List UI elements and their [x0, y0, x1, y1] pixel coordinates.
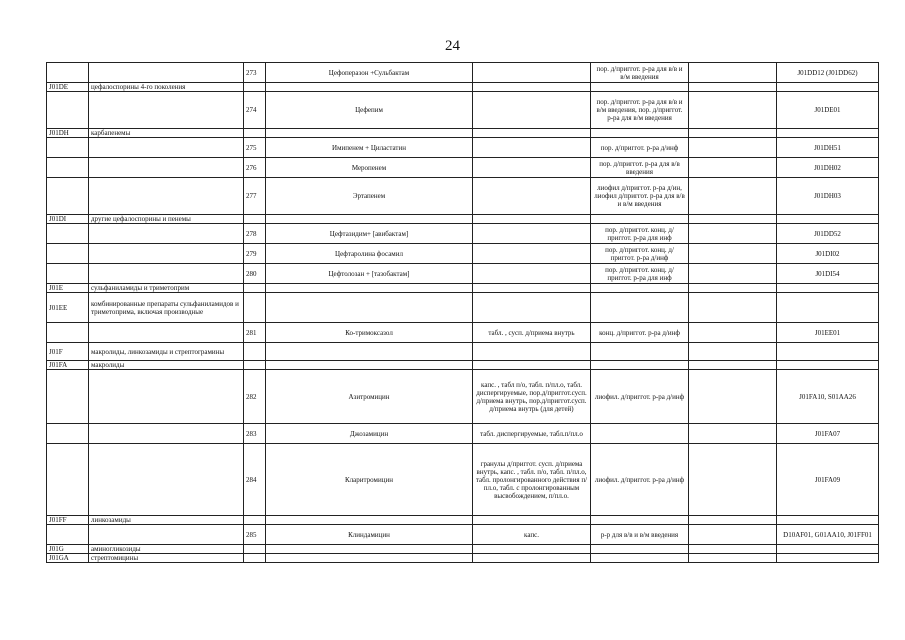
group-row: [47, 129, 879, 138]
group-name-cell: [89, 138, 244, 158]
oral-form-cell: капс. , табл п/о, табл. п/пл.о, табл. диспергируемые, пор.д/приггот.сусп. д/приема внутрь, пор.д/приггот.сусп. д/приема внутрь (для детей): [473, 370, 591, 424]
atc-code-cell: J01DI54: [777, 264, 879, 284]
item-number-cell: [244, 343, 266, 361]
atc-code-cell: [777, 554, 879, 563]
injection-form-cell: пор. д/приггот. конц. д/приггот. р-ра д/инф: [591, 244, 689, 264]
drug-name-cell: Меропенем: [266, 158, 473, 178]
code-cell: J01FF: [47, 516, 89, 525]
extra-cell: [689, 516, 777, 525]
oral-form-cell: [473, 516, 591, 525]
drug-name-cell: [266, 293, 473, 323]
extra-cell: [689, 525, 777, 545]
atc-code-cell: [777, 516, 879, 525]
group-name-cell: сульфаниламиды и триметоприм: [89, 284, 244, 293]
group-name-cell: [89, 264, 244, 284]
injection-form-cell: [591, 343, 689, 361]
group-name-cell: [89, 178, 244, 215]
page-number: 24: [445, 38, 460, 54]
item-number-cell: 273: [244, 63, 266, 83]
group-row: [47, 343, 879, 361]
oral-form-cell: табл. диспергируемые, табл.п/пл.о: [473, 424, 591, 444]
atc-code-cell: J01DH03: [777, 178, 879, 215]
extra-cell: [689, 215, 777, 224]
atc-code-cell: J01DE01: [777, 92, 879, 129]
drug-name-cell: Имипенем + Циластатин: [266, 138, 473, 158]
drug-name-cell: Цефтаролина фосамил: [266, 244, 473, 264]
item-number-cell: 284: [244, 444, 266, 516]
atc-code-cell: J01EE01: [777, 323, 879, 343]
code-cell: J01DE: [47, 83, 89, 92]
code-cell: [47, 264, 89, 284]
extra-cell: [689, 178, 777, 215]
extra-cell: [689, 92, 777, 129]
injection-form-cell: [591, 293, 689, 323]
group-row: [47, 554, 879, 563]
group-name-cell: другие цефалоспорины и пенемы: [89, 215, 244, 224]
extra-cell: [689, 424, 777, 444]
injection-form-cell: [591, 545, 689, 554]
item-number-cell: [244, 554, 266, 563]
item-number-cell: [244, 83, 266, 92]
code-cell: J01DI: [47, 215, 89, 224]
item-number-cell: 281: [244, 323, 266, 343]
group-name-cell: макролиды, линкозамиды и стрептограмины: [89, 343, 244, 361]
oral-form-cell: [473, 545, 591, 554]
group-row: [47, 284, 879, 293]
code-cell: J01E: [47, 284, 89, 293]
atc-code-cell: [777, 83, 879, 92]
extra-cell: [689, 224, 777, 244]
group-name-cell: линкозамиды: [89, 516, 244, 525]
injection-form-cell: [591, 83, 689, 92]
atc-code-cell: J01FA10, S01AA26: [777, 370, 879, 424]
group-name-cell: аминогликозиды: [89, 545, 244, 554]
drug-row: [47, 92, 879, 129]
injection-form-cell: лиофил д/приггот. р-ра д/ин, лиофил д/приггот. р-ра для в/в и в/м введения: [591, 178, 689, 215]
code-cell: [47, 224, 89, 244]
group-row: [47, 361, 879, 370]
oral-form-cell: [473, 178, 591, 215]
code-cell: J01GA: [47, 554, 89, 563]
oral-form-cell: [473, 361, 591, 370]
drug-row: [47, 178, 879, 215]
oral-form-cell: [473, 63, 591, 83]
item-number-cell: [244, 129, 266, 138]
drug-list-table: [46, 62, 879, 563]
drug-name-cell: Цефоперазон +Сульбактам: [266, 63, 473, 83]
extra-cell: [689, 545, 777, 554]
atc-code-cell: J01DH51: [777, 138, 879, 158]
injection-form-cell: р-р для в/в и в/м введения: [591, 525, 689, 545]
item-number-cell: [244, 361, 266, 370]
oral-form-cell: [473, 293, 591, 323]
group-row: [47, 83, 879, 92]
code-cell: [47, 138, 89, 158]
code-cell: [47, 92, 89, 129]
injection-form-cell: пор. д/приггот. конц. д/приггот. р-ра для инф: [591, 264, 689, 284]
extra-cell: [689, 83, 777, 92]
atc-code-cell: J01FA07: [777, 424, 879, 444]
extra-cell: [689, 158, 777, 178]
group-name-cell: стрептомицины: [89, 554, 244, 563]
injection-form-cell: пор. д/приггот. р-ра для в/в и в/м введения, пор. д/приггот. р-ра для в/м введения: [591, 92, 689, 129]
group-name-cell: карбапенемы: [89, 129, 244, 138]
atc-code-cell: J01DD12 (J01DD62): [777, 63, 879, 83]
drug-name-cell: [266, 215, 473, 224]
oral-form-cell: [473, 284, 591, 293]
oral-form-cell: [473, 554, 591, 563]
extra-cell: [689, 63, 777, 83]
extra-cell: [689, 554, 777, 563]
code-cell: J01G: [47, 545, 89, 554]
injection-form-cell: конц. д/приггот. р-ра д/инф: [591, 323, 689, 343]
drug-name-cell: [266, 516, 473, 525]
group-name-cell: [89, 444, 244, 516]
extra-cell: [689, 284, 777, 293]
oral-form-cell: табл. , сусп. д/приема внутрь: [473, 323, 591, 343]
oral-form-cell: гранулы д/приггот. сусп. д/приема внутрь, капс. , табл. п/о, табл. п/пл.о, табл. пролонгированного действия п/пл.о, табл. с пролонгированным высвобождением, п/пл.о.: [473, 444, 591, 516]
code-cell: [47, 178, 89, 215]
oral-form-cell: [473, 244, 591, 264]
drug-name-cell: [266, 554, 473, 563]
group-name-cell: [89, 224, 244, 244]
injection-form-cell: [591, 516, 689, 525]
atc-code-cell: [777, 215, 879, 224]
item-number-cell: 276: [244, 158, 266, 178]
item-number-cell: 285: [244, 525, 266, 545]
item-number-cell: 275: [244, 138, 266, 158]
group-name-cell: комбинированные препараты сульфаниламидов и триметоприма, включая производные: [89, 293, 244, 323]
extra-cell: [689, 138, 777, 158]
extra-cell: [689, 264, 777, 284]
injection-form-cell: пор. д/приггот. р-ра для в/в и в/м введения: [591, 63, 689, 83]
injection-form-cell: [591, 284, 689, 293]
item-number-cell: 283: [244, 424, 266, 444]
group-row: [47, 215, 879, 224]
item-number-cell: [244, 293, 266, 323]
drug-name-cell: [266, 129, 473, 138]
oral-form-cell: [473, 158, 591, 178]
atc-code-cell: [777, 284, 879, 293]
injection-form-cell: [591, 215, 689, 224]
oral-form-cell: [473, 215, 591, 224]
drug-name-cell: Клиндамицин: [266, 525, 473, 545]
drug-name-cell: Цефепим: [266, 92, 473, 129]
drug-row: [47, 244, 879, 264]
injection-form-cell: пор. д/приггот. р-ра д/инф: [591, 138, 689, 158]
group-name-cell: [89, 370, 244, 424]
item-number-cell: 277: [244, 178, 266, 215]
drug-name-cell: [266, 83, 473, 92]
code-cell: J01DH: [47, 129, 89, 138]
group-name-cell: [89, 63, 244, 83]
injection-form-cell: пор. д/приггот. р-ра для в/в введения: [591, 158, 689, 178]
drug-name-cell: Цефтолозан + [тазобактам]: [266, 264, 473, 284]
drug-row: [47, 370, 879, 424]
code-cell: J01F: [47, 343, 89, 361]
oral-form-cell: [473, 343, 591, 361]
injection-form-cell: [591, 129, 689, 138]
extra-cell: [689, 129, 777, 138]
group-name-cell: цефалоспорины 4-го поколения: [89, 83, 244, 92]
code-cell: [47, 444, 89, 516]
injection-form-cell: [591, 361, 689, 370]
drug-name-cell: [266, 545, 473, 554]
atc-code-cell: [777, 361, 879, 370]
atc-code-cell: J01DD52: [777, 224, 879, 244]
item-number-cell: 280: [244, 264, 266, 284]
drug-row: [47, 158, 879, 178]
group-name-cell: [89, 244, 244, 264]
drug-name-cell: Джозамицин: [266, 424, 473, 444]
injection-form-cell: лиофил. д/приггот. р-ра д/инф: [591, 444, 689, 516]
drug-name-cell: [266, 361, 473, 370]
code-cell: [47, 370, 89, 424]
code-cell: [47, 63, 89, 83]
code-cell: [47, 525, 89, 545]
oral-form-cell: [473, 138, 591, 158]
atc-code-cell: J01DH02: [777, 158, 879, 178]
item-number-cell: 274: [244, 92, 266, 129]
extra-cell: [689, 370, 777, 424]
group-name-cell: макролиды: [89, 361, 244, 370]
drug-name-cell: Азитромицин: [266, 370, 473, 424]
group-name-cell: [89, 525, 244, 545]
injection-form-cell: лиофил. д/приггот. р-ра д/инф: [591, 370, 689, 424]
atc-code-cell: [777, 545, 879, 554]
injection-form-cell: [591, 554, 689, 563]
group-name-cell: [89, 92, 244, 129]
oral-form-cell: [473, 224, 591, 244]
code-cell: [47, 158, 89, 178]
drug-row: [47, 424, 879, 444]
oral-form-cell: [473, 92, 591, 129]
atc-code-cell: [777, 129, 879, 138]
injection-form-cell: пор. д/приггот. конц. д/приггот. р-ра для инф: [591, 224, 689, 244]
drug-row: [47, 525, 879, 545]
drug-row: [47, 323, 879, 343]
drug-row: [47, 138, 879, 158]
atc-code-cell: D10AF01, G01AA10, J01FF01: [777, 525, 879, 545]
drug-row: [47, 224, 879, 244]
item-number-cell: 282: [244, 370, 266, 424]
drug-name-cell: Кларитромицин: [266, 444, 473, 516]
drug-name-cell: Эртапенем: [266, 178, 473, 215]
extra-cell: [689, 343, 777, 361]
drug-name-cell: Цефтазидим+ [авибактам]: [266, 224, 473, 244]
code-cell: [47, 244, 89, 264]
oral-form-cell: капс.: [473, 525, 591, 545]
drug-row: [47, 444, 879, 516]
drug-name-cell: [266, 284, 473, 293]
item-number-cell: 279: [244, 244, 266, 264]
drug-row: [47, 264, 879, 284]
code-cell: J01FA: [47, 361, 89, 370]
group-name-cell: [89, 323, 244, 343]
atc-code-cell: [777, 343, 879, 361]
item-number-cell: [244, 215, 266, 224]
code-cell: J01EE: [47, 293, 89, 323]
group-name-cell: [89, 158, 244, 178]
item-number-cell: [244, 516, 266, 525]
atc-code-cell: [777, 293, 879, 323]
oral-form-cell: [473, 83, 591, 92]
group-name-cell: [89, 424, 244, 444]
item-number-cell: [244, 284, 266, 293]
extra-cell: [689, 323, 777, 343]
injection-form-cell: [591, 424, 689, 444]
extra-cell: [689, 244, 777, 264]
extra-cell: [689, 293, 777, 323]
drug-name-cell: [266, 343, 473, 361]
extra-cell: [689, 361, 777, 370]
oral-form-cell: [473, 264, 591, 284]
drug-name-cell: Ко-тримоксазол: [266, 323, 473, 343]
item-number-cell: [244, 545, 266, 554]
atc-code-cell: J01DI02: [777, 244, 879, 264]
oral-form-cell: [473, 129, 591, 138]
drug-row: [47, 63, 879, 83]
group-row: [47, 293, 879, 323]
group-row: [47, 545, 879, 554]
code-cell: [47, 323, 89, 343]
atc-code-cell: J01FA09: [777, 444, 879, 516]
group-row: [47, 516, 879, 525]
item-number-cell: 278: [244, 224, 266, 244]
code-cell: [47, 424, 89, 444]
extra-cell: [689, 444, 777, 516]
